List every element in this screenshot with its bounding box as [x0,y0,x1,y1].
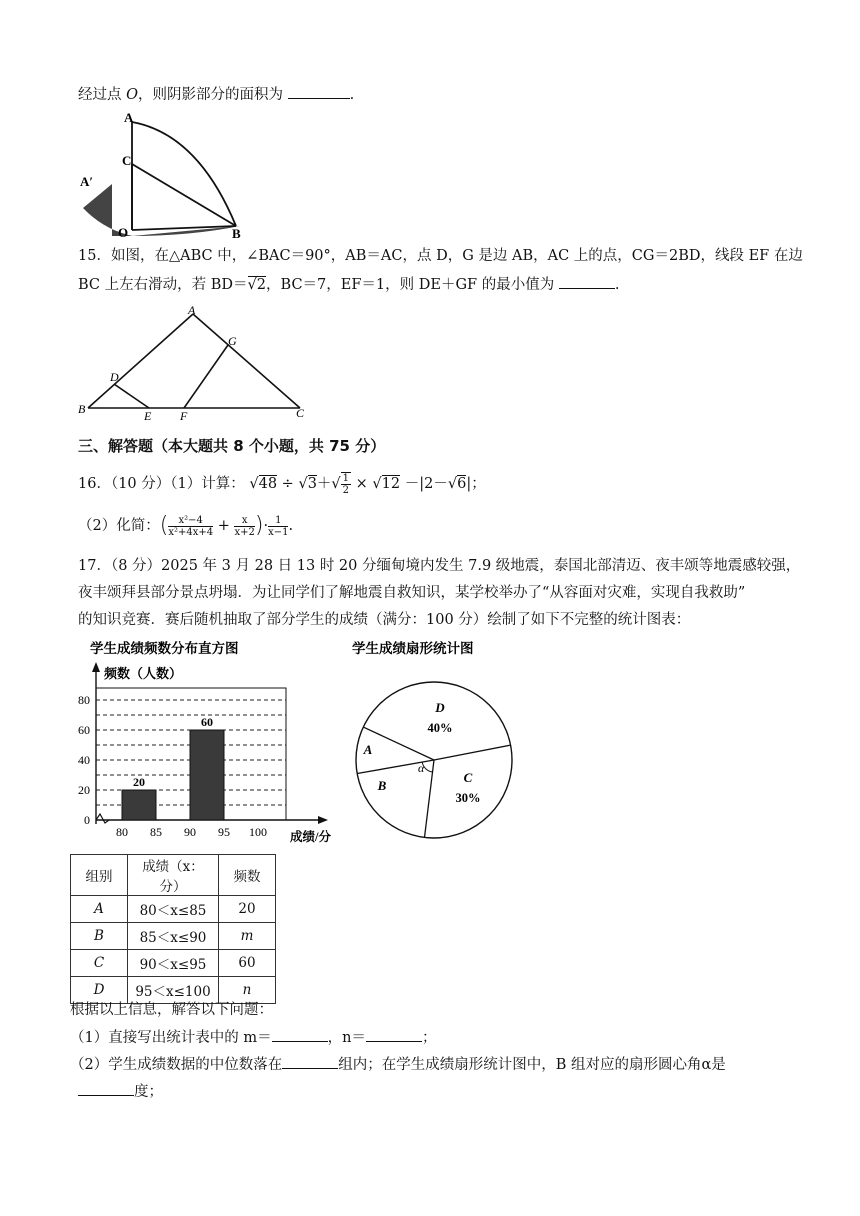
x-tick-label: 85 [150,825,162,839]
histogram-bar [122,790,156,820]
table-row [71,950,276,977]
pie-slice-name: A [363,742,373,757]
table-cell: B [71,923,128,950]
table-header: 组别 [71,855,128,896]
histogram-xlabel: 成绩/分 [290,830,331,844]
answer-blank[interactable] [366,1027,422,1042]
q17-line2: 夜丰颂拜县部分景点坍塌．为让同学们了解地震自救知识，某学校举办了“从容面对灾难，实现自我救助” [78,585,746,601]
pie-slice-boundary [363,727,434,760]
pie-title: 学生成绩扇形统计图 [352,641,474,657]
table-cell: 85＜x≤90 [128,923,219,950]
fig15-label-B: B [78,402,86,416]
score-table [70,854,276,1004]
q17-line1: 17．（8 分）2025 年 3 月 28 日 13 时 20 分缅甸境内发生 7.9 级地震，泰国北部清迈、夜丰颂等地震感较强， [78,558,801,574]
figure-14 [70,108,260,241]
x-tick-label: 80 [116,825,128,839]
y-tick-label: 60 [78,723,90,737]
y-tick-label: 80 [78,693,90,707]
question-2-cont: 度； [78,1081,163,1102]
table-cell: n [219,977,276,1004]
fig14-label-B: B [232,226,241,241]
fig14-label-A: A [124,110,134,125]
histogram-ylabel: 频数（人数） [104,666,183,681]
pie-slice-boundary [434,745,511,760]
question-1: （1）直接写出统计表中的 m＝ ，n＝ ； [70,1027,436,1048]
histogram-chart [70,636,350,848]
table-cell: m [219,923,276,950]
q17-line3: 的知识竞赛．赛后随机抽取了部分学生的成绩（满分：100 分）绘制了如下不完整的统计图表： [78,612,691,628]
question-2: （2）学生成绩数据的中位数落在 组内；在学生成绩扇形统计图中，B 组对应的扇形圆心角α是 [70,1054,726,1075]
q15-line1: 15．如图，在△ABC 中，∠BAC＝90°，AB＝AC，点 D，G 是边 AB，AC 上的点，CG＝2BD，线段 EF 在边 [78,248,803,264]
x-tick-label: 95 [218,825,230,839]
table-cell: D [71,977,128,1004]
section-heading: 三、解答题（本大题共 8 个小题，共 75 分） [78,437,386,455]
table-row [71,923,276,950]
table-cell: 90＜x≤95 [128,950,219,977]
bar-value-label: 20 [133,775,145,789]
alpha-label: α [418,761,425,775]
q16-part1: 16．（10 分）（1）计算： √48 ÷ √3＋√ $\frac{1}{2}$ × √12 －|2－√6|； [78,473,486,496]
table-cell: 60 [219,950,276,977]
fig15-label-D: D [110,370,119,384]
fig15-label-F: F [180,409,188,423]
fig14-label-C: C [122,153,132,168]
q14-tail-line: 经过点 O，则阴影部分的面积为 . [78,84,354,105]
answer-blank[interactable] [78,1081,134,1096]
histogram-bar [190,730,224,820]
table-header: 成绩（x：分） [128,855,219,896]
table-cell: 20 [219,896,276,923]
table-cell: C [71,950,128,977]
q16-part2: （2）化简：( $\frac{\text{x²−4}}{\text{x²+4x+4}}$ + $\frac{x}{x+2}$ )· $\frac{1}{x-1}$ . [78,513,294,538]
table-cell: 80＜x≤85 [128,896,219,923]
x-axis-arrow [318,816,328,824]
x-tick-label: 100 [249,825,267,839]
fig15-label-G: G [228,334,237,348]
bar-value-label: 60 [201,715,213,729]
table-row [71,896,276,923]
fig15-label-C: C [296,406,305,420]
pie-slice-name: B [377,778,387,793]
fig15-label-A: A [188,303,196,317]
figure-15 [76,303,316,423]
q15-line2: BC 上左右滑动，若 BD＝√2，BC＝7，EF＝1，则 DE＋GF 的最小值为 . [78,274,619,295]
questions-intro: 根据以上信息，解答以下问题： [70,1002,273,1018]
pie-slice-name: C [463,770,473,785]
fig14-label-O: O [118,225,129,240]
y-tick-label: 0 [84,813,90,827]
y-tick-label: 40 [78,753,90,767]
fig14-label-A-prime: A′ [80,174,94,189]
histogram-title: 学生成绩频数分布直方图 [90,641,239,657]
table-header-row [71,855,276,896]
answer-blank[interactable] [272,1027,328,1042]
answer-blank[interactable] [559,274,615,289]
answer-blank[interactable] [282,1054,338,1069]
pie-slice-percent: 40% [427,721,453,735]
table-header: 频数 [219,855,276,896]
pie-slice-name: D [435,700,445,715]
pie-chart [348,636,528,842]
x-tick-label: 90 [184,825,196,839]
y-axis-arrow [92,662,100,672]
fig15-label-E: E [144,409,152,423]
axis-break [96,814,109,823]
answer-blank[interactable] [288,84,350,99]
table-cell: 95＜x≤100 [128,977,219,1004]
table-cell: A [71,896,128,923]
y-tick-label: 20 [78,783,90,797]
pie-slice-percent: 30% [455,791,481,805]
